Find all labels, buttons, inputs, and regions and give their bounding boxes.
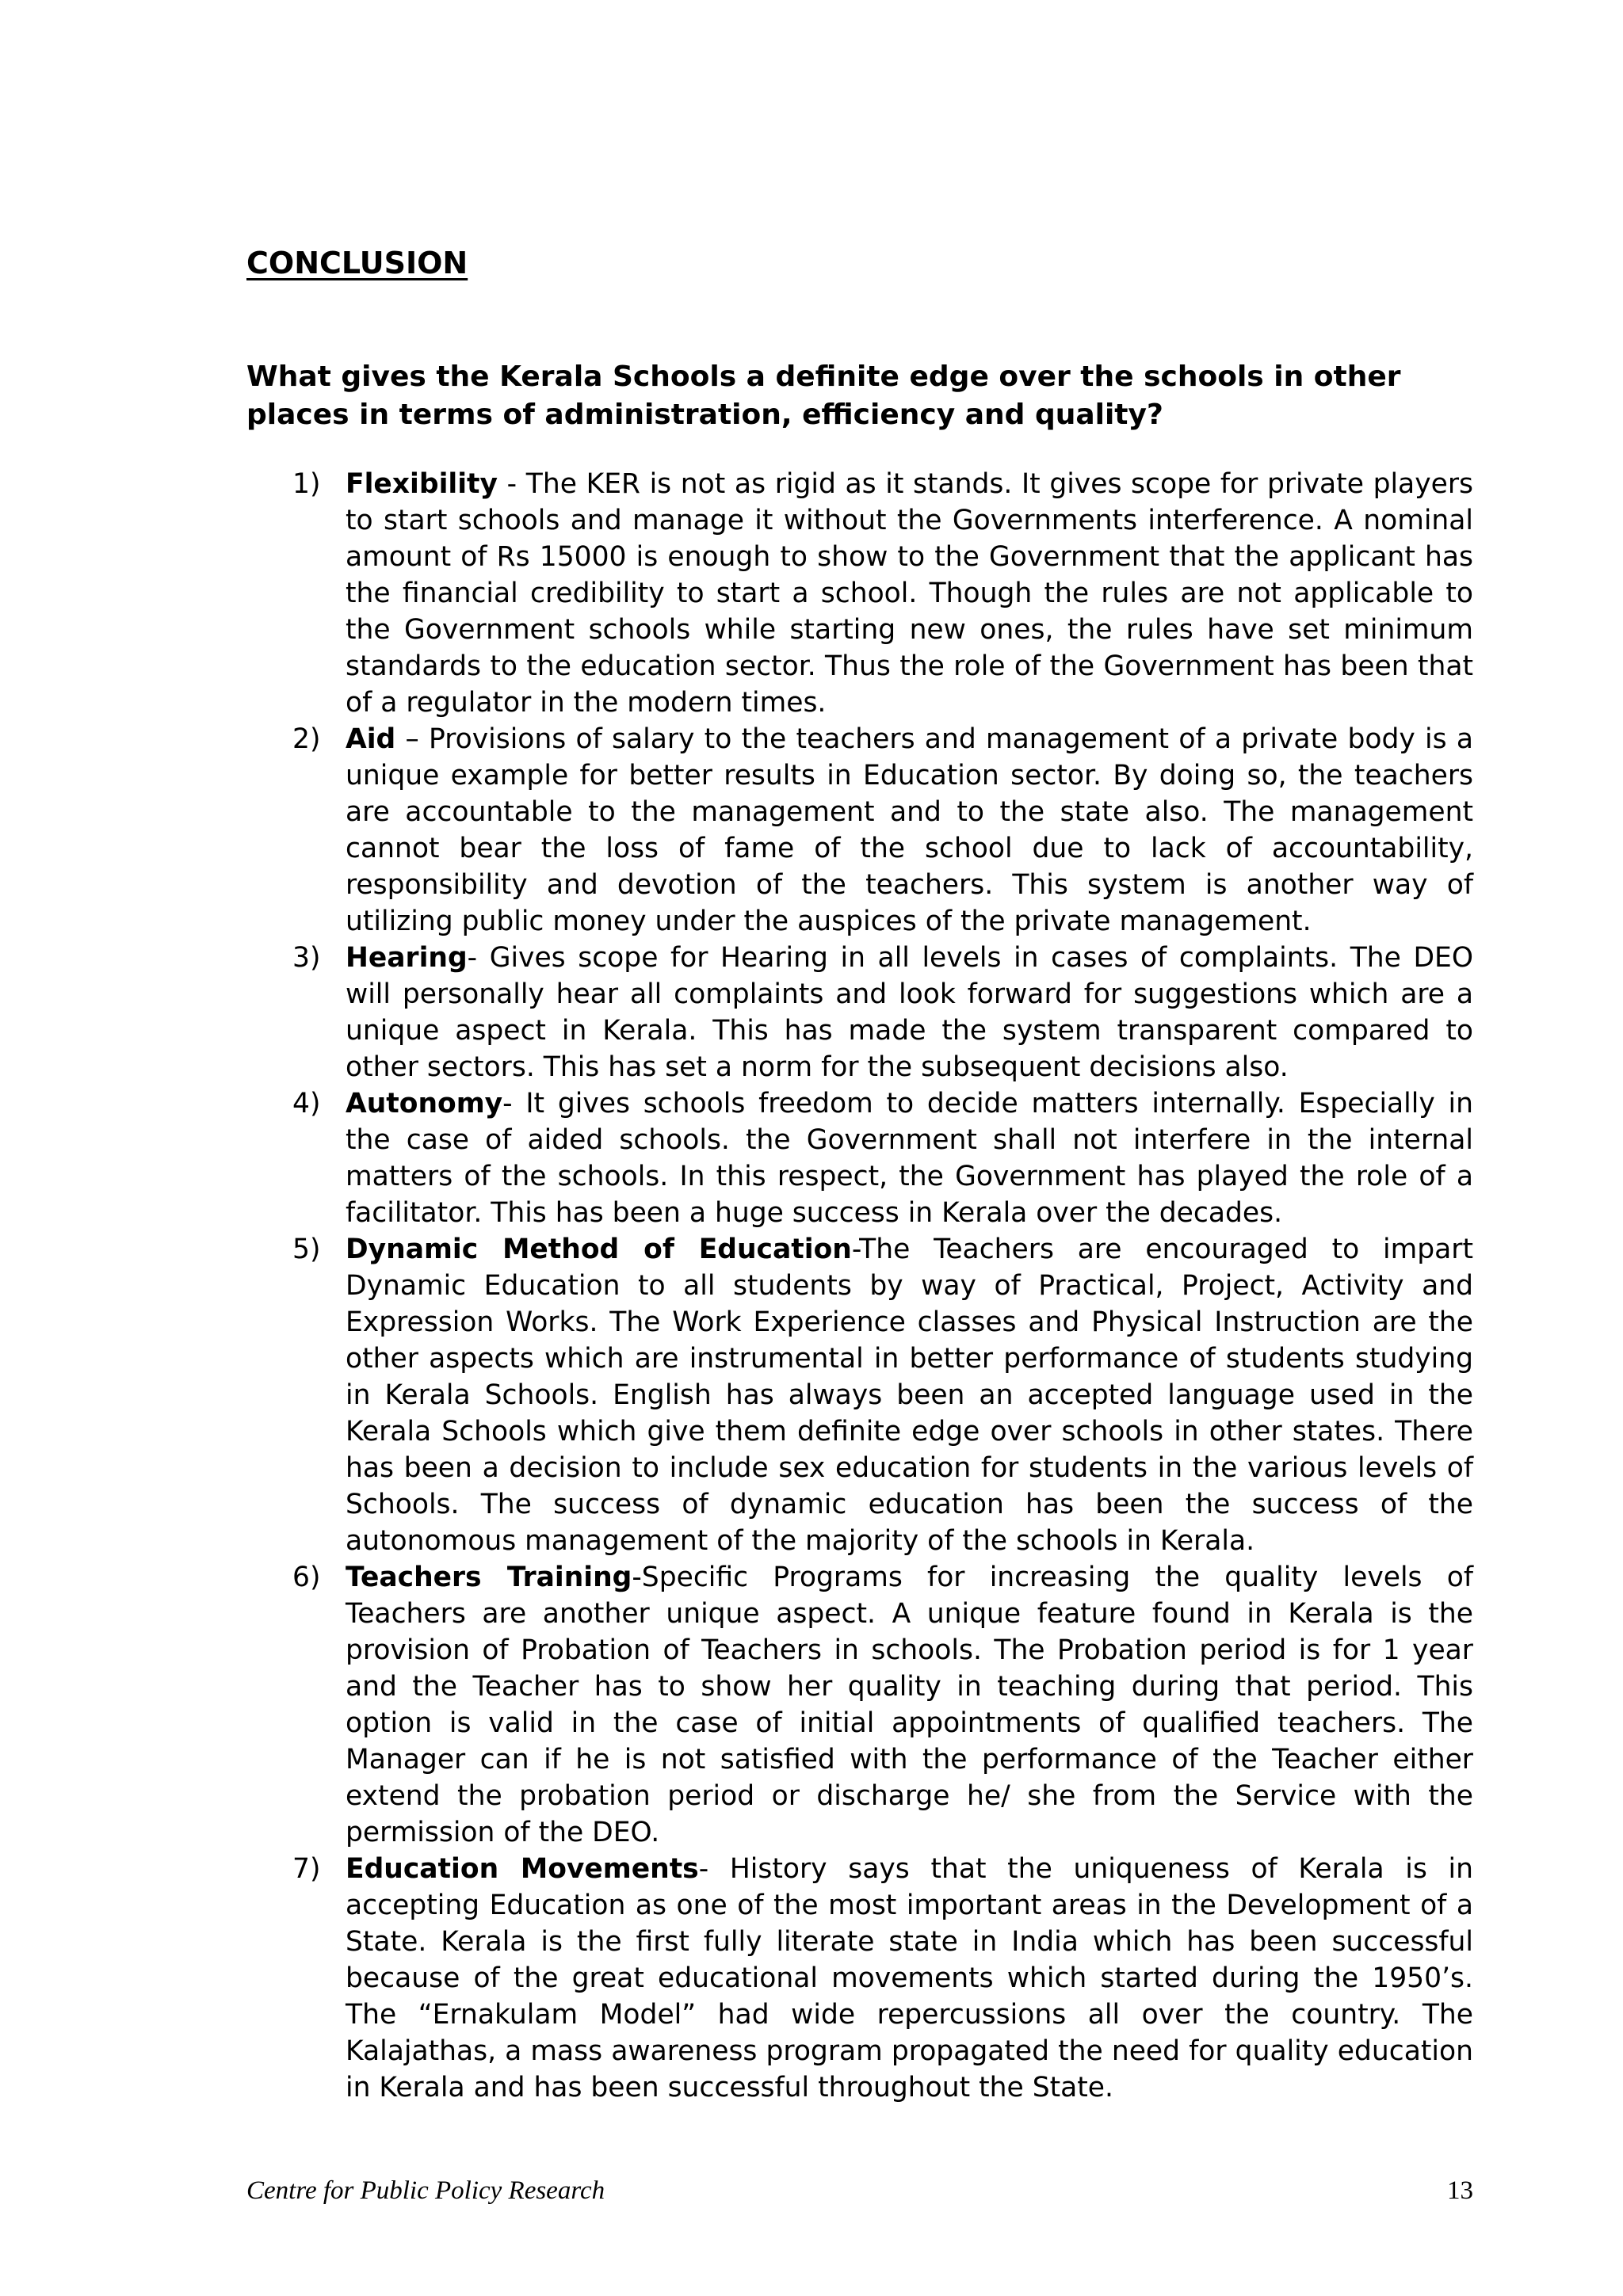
item-text: -The Teachers are encouraged to impart Dynamic Education to all students by way of Practical, Project, Activity and Expression Works. The Work Experience classes and Physical Instruction are the other aspects which are instrumental in better performance of students studying in Kerala Schools. English has always been an accepted language used in the Kerala Schools which give them definite edge over schools in other states. There has been a decision to include sex education for students in the various levels of Schools. The success of dynamic education has been the success of the autonomous management of the majority of the schools in Kerala. (346, 1234, 1473, 1557)
conclusion-list (246, 466, 1473, 2106)
question-text: What gives the Kerala Schools a definite edge over the schools in other places in terms of administration, efficiency and quality? (246, 360, 1401, 431)
item-text: - The KER is not as rigid as it stands. It gives scope for private players to start schools and manage it without the Governments interference. A nominal amount of Rs 15000 is enough to show to the Government that the applicant has the financial credibility to start a school. Though the rules are not applicable to the Government schools while starting new ones, the rules have set minimum standards to the education sector. Thus the role of the Government has been that of a regulator in the modern times. (346, 468, 1473, 719)
item-title: Aid (346, 723, 396, 755)
item-title: Flexibility (346, 468, 498, 500)
item-title: Hearing (346, 942, 468, 974)
item-number: 1) (292, 468, 321, 500)
item-text: - It gives schools freedom to decide matters internally. Especially in the case of aided schools. the Government shall not interfere in the internal matters of the schools. In this respect, the Government has played the role of a facilitator. This has been a huge success in Kerala over the decades. (346, 1088, 1473, 1229)
list-item (246, 1851, 1473, 2106)
footer-organization: Centre for Public Policy Research (246, 2176, 605, 2205)
item-text: – Provisions of salary to the teachers and management of a private body is a unique example for better results in Education sector. By doing so, the teachers are accountable to the management and to the state also. The management cannot bear the loss of fame of the school due to lack of accountability, responsibility and devotion of the teachers. This system is another way of utilizing public money under the auspices of the private management. (346, 723, 1473, 937)
item-title: Teachers Training (346, 1562, 632, 1593)
list-item (246, 940, 1473, 1085)
list-item (246, 1559, 1473, 1851)
list-item (246, 1231, 1473, 1559)
item-number: 6) (292, 1562, 321, 1593)
item-number: 2) (292, 723, 321, 755)
item-text: - History says that the uniqueness of Kerala is in accepting Education as one of the most important areas in the Development of a State. Kerala is the first fully literate state in India which has been successful because of the great educational movements which started during the 1950’s. The “Ernakulam Model” had wide repercussions all over the country. The Kalajathas, a mass awareness program propagated the need for quality education in Kerala and has been successful throughout the State. (346, 1853, 1473, 2103)
item-title: Autonomy (346, 1088, 503, 1119)
item-title: Dynamic Method of Education (346, 1234, 852, 1265)
list-item (246, 1085, 1473, 1231)
item-number: 3) (292, 942, 321, 974)
item-title: Education Movements (346, 1853, 699, 1885)
page-number: 13 (1447, 2176, 1473, 2205)
list-item (246, 466, 1473, 721)
item-text: -Specific Programs for increasing the quality levels of Teachers are another unique aspect. A unique feature found in Kerala is the provision of Probation of Teachers in schools. The Probation period is for 1 year and the Teacher has to show her quality in teaching during that period. This option is valid in the case of initial appointments of qualified teachers. The Manager can if he is not satisfied with the performance of the Teacher either extend the probation period or discharge he/ she from the Service with the permission of the DEO. (346, 1562, 1473, 1848)
item-text: - Gives scope for Hearing in all levels in cases of complaints. The DEO will personally hear all complaints and look forward for suggestions which are a unique aspect in Kerala. This has made the system transparent compared to other sectors. This has set a norm for the subsequent decisions also. (346, 942, 1473, 1083)
section-heading: CONCLUSION (246, 246, 468, 280)
item-number: 7) (292, 1853, 321, 1885)
list-item (246, 721, 1473, 940)
item-number: 5) (292, 1234, 321, 1265)
item-number: 4) (292, 1088, 321, 1119)
